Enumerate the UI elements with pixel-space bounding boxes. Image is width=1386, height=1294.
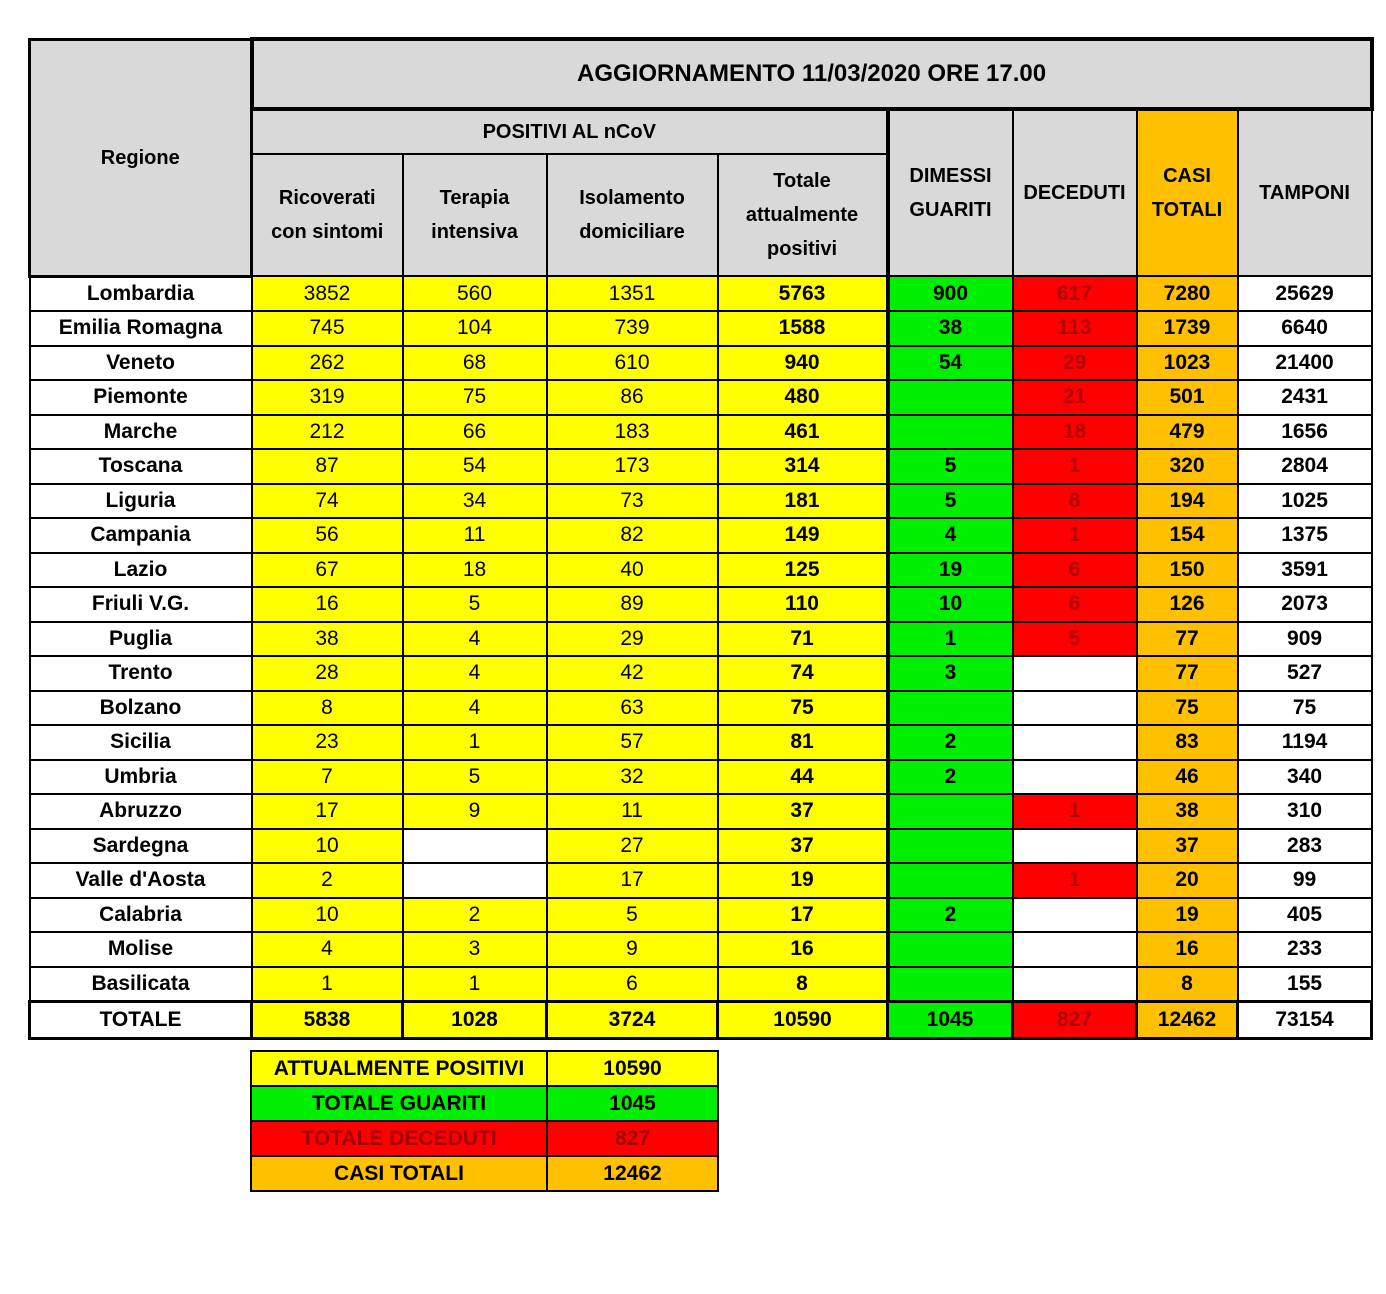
cell-tamponi: 909 (1238, 622, 1372, 657)
cell-casi-totali: 46 (1137, 760, 1238, 795)
cell-dimessi (888, 380, 1013, 415)
cell-casi-totali: 479 (1137, 415, 1238, 450)
cell-totale-positivi: 110 (718, 587, 888, 622)
summary-row (251, 1051, 718, 1086)
cell-dimessi (888, 829, 1013, 864)
cell-tamponi: 3591 (1238, 553, 1372, 588)
cell-casi-totali: 77 (1137, 656, 1238, 691)
cell-deceduti (1013, 760, 1137, 795)
table-row (30, 587, 1372, 622)
cell-deceduti (1013, 656, 1137, 691)
cell-deceduti (1013, 829, 1137, 864)
cell-tamponi: 1194 (1238, 725, 1372, 760)
cell-ricoverati: 4 (252, 932, 403, 967)
cell-regione: Calabria (30, 898, 252, 933)
cell-terapia (403, 829, 547, 864)
cell-deceduti (1013, 932, 1137, 967)
cell-isolamento: 9 (547, 932, 718, 967)
cell-deceduti (1013, 898, 1137, 933)
cell-dimessi: 4 (888, 518, 1013, 553)
cell-isolamento: 32 (547, 760, 718, 795)
table-title: AGGIORNAMENTO 11/03/2020 ORE 17.00 (252, 39, 1372, 109)
table-row (30, 725, 1372, 760)
cell-totale-positivi: 461 (718, 415, 888, 450)
cell-casi-totali: 1739 (1137, 311, 1238, 346)
cell-totale-positivi: 8 (718, 967, 888, 1002)
totals-row (30, 1002, 1372, 1039)
cell-regione: Marche (30, 415, 252, 450)
cell-terapia: 2 (403, 898, 547, 933)
table-row (30, 553, 1372, 588)
cell-totale-positivi: 314 (718, 449, 888, 484)
header-deceduti: DECEDUTI (1013, 109, 1137, 276)
cell-casi-totali: 150 (1137, 553, 1238, 588)
total-isolamento: 3724 (547, 1002, 718, 1039)
cell-ricoverati: 87 (252, 449, 403, 484)
cell-isolamento: 63 (547, 691, 718, 726)
cell-totale-positivi: 37 (718, 794, 888, 829)
cell-dimessi: 5 (888, 449, 1013, 484)
cell-isolamento: 29 (547, 622, 718, 657)
cell-dimessi (888, 932, 1013, 967)
header-positivi-group: POSITIVI AL nCoV (252, 109, 888, 154)
cell-totale-positivi: 71 (718, 622, 888, 657)
cell-totale-positivi: 125 (718, 553, 888, 588)
cell-casi-totali: 38 (1137, 794, 1238, 829)
cell-casi-totali: 19 (1137, 898, 1238, 933)
cell-isolamento: 82 (547, 518, 718, 553)
cell-totale-positivi: 480 (718, 380, 888, 415)
cell-totale-positivi: 149 (718, 518, 888, 553)
cell-totale-positivi: 17 (718, 898, 888, 933)
cell-deceduti: 617 (1013, 276, 1137, 311)
cell-deceduti (1013, 725, 1137, 760)
cell-tamponi: 2804 (1238, 449, 1372, 484)
cell-regione: Sardegna (30, 829, 252, 864)
table-row (30, 794, 1372, 829)
cell-ricoverati: 7 (252, 760, 403, 795)
total-positivi: 10590 (718, 1002, 888, 1039)
cell-ricoverati: 38 (252, 622, 403, 657)
cell-totale-positivi: 940 (718, 346, 888, 381)
cell-totale-positivi: 81 (718, 725, 888, 760)
cell-tamponi: 1656 (1238, 415, 1372, 450)
cell-tamponi: 283 (1238, 829, 1372, 864)
summary-label: TOTALE GUARITI (251, 1086, 547, 1121)
cell-regione: Toscana (30, 449, 252, 484)
summary-value: 827 (547, 1121, 718, 1156)
cell-ricoverati: 8 (252, 691, 403, 726)
summary-value: 12462 (547, 1156, 718, 1191)
cell-tamponi: 75 (1238, 691, 1372, 726)
cell-ricoverati: 745 (252, 311, 403, 346)
cell-casi-totali: 194 (1137, 484, 1238, 519)
cell-tamponi: 1025 (1238, 484, 1372, 519)
table-row (30, 346, 1372, 381)
cell-regione: Liguria (30, 484, 252, 519)
cell-ricoverati: 67 (252, 553, 403, 588)
cell-ricoverati: 3852 (252, 276, 403, 311)
cell-deceduti (1013, 691, 1137, 726)
cell-ricoverati: 10 (252, 898, 403, 933)
table-row (30, 863, 1372, 898)
cell-ricoverati: 28 (252, 656, 403, 691)
header-tamponi: TAMPONI (1238, 109, 1372, 276)
cell-isolamento: 6 (547, 967, 718, 1002)
table-row (30, 656, 1372, 691)
cell-ricoverati: 1 (252, 967, 403, 1002)
table-row (30, 415, 1372, 450)
table-row (30, 932, 1372, 967)
cell-regione: Molise (30, 932, 252, 967)
cell-ricoverati: 212 (252, 415, 403, 450)
cell-terapia: 9 (403, 794, 547, 829)
cell-isolamento: 739 (547, 311, 718, 346)
cell-dimessi: 2 (888, 898, 1013, 933)
cell-dimessi: 900 (888, 276, 1013, 311)
table-row (30, 449, 1372, 484)
cell-ricoverati: 16 (252, 587, 403, 622)
cell-casi-totali: 83 (1137, 725, 1238, 760)
cell-casi-totali: 320 (1137, 449, 1238, 484)
cell-isolamento: 73 (547, 484, 718, 519)
total-dimessi: 1045 (888, 1002, 1013, 1039)
table-row (30, 380, 1372, 415)
table-row (30, 622, 1372, 657)
total-deceduti: 827 (1013, 1002, 1137, 1039)
summary-label: ATTUALMENTE POSITIVI (251, 1051, 547, 1086)
cell-tamponi: 155 (1238, 967, 1372, 1002)
cell-deceduti: 1 (1013, 863, 1137, 898)
cell-terapia: 1 (403, 725, 547, 760)
cell-deceduti: 6 (1013, 553, 1137, 588)
header-ricoverati: Ricoverati con sintomi (252, 154, 403, 276)
cell-dimessi: 2 (888, 760, 1013, 795)
cell-terapia: 4 (403, 691, 547, 726)
cell-deceduti: 18 (1013, 415, 1137, 450)
cell-terapia: 104 (403, 311, 547, 346)
header-isolamento: Isolamento domiciliare (547, 154, 718, 276)
cell-totale-positivi: 74 (718, 656, 888, 691)
cell-casi-totali: 501 (1137, 380, 1238, 415)
cell-casi-totali: 20 (1137, 863, 1238, 898)
cell-terapia: 68 (403, 346, 547, 381)
cell-terapia: 75 (403, 380, 547, 415)
cell-deceduti: 6 (1013, 587, 1137, 622)
cell-isolamento: 5 (547, 898, 718, 933)
cell-totale-positivi: 19 (718, 863, 888, 898)
cell-casi-totali: 37 (1137, 829, 1238, 864)
cell-regione: Emilia Romagna (30, 311, 252, 346)
cell-deceduti: 29 (1013, 346, 1137, 381)
summary-row (251, 1156, 718, 1191)
cell-casi-totali: 126 (1137, 587, 1238, 622)
cell-terapia: 5 (403, 587, 547, 622)
cell-regione: Lombardia (30, 276, 252, 311)
cell-regione: Sicilia (30, 725, 252, 760)
table-row (30, 898, 1372, 933)
covid-regional-table (28, 37, 1374, 1040)
cell-dimessi: 38 (888, 311, 1013, 346)
summary-row (251, 1086, 718, 1121)
cell-terapia: 5 (403, 760, 547, 795)
total-casi: 12462 (1137, 1002, 1238, 1039)
cell-tamponi: 99 (1238, 863, 1372, 898)
cell-terapia: 560 (403, 276, 547, 311)
cell-dimessi (888, 415, 1013, 450)
cell-isolamento: 57 (547, 725, 718, 760)
header-dimessi: DIMESSI GUARITI (888, 109, 1013, 276)
header-totale-positivi: Totale attualmente positivi (718, 154, 888, 276)
cell-isolamento: 17 (547, 863, 718, 898)
cell-isolamento: 27 (547, 829, 718, 864)
header-regione: Regione (30, 39, 252, 276)
cell-ricoverati: 74 (252, 484, 403, 519)
cell-deceduti: 8 (1013, 484, 1137, 519)
cell-tamponi: 21400 (1238, 346, 1372, 381)
summary-value: 10590 (547, 1051, 718, 1086)
cell-totale-positivi: 75 (718, 691, 888, 726)
cell-isolamento: 173 (547, 449, 718, 484)
cell-tamponi: 2431 (1238, 380, 1372, 415)
cell-dimessi: 3 (888, 656, 1013, 691)
cell-regione: Lazio (30, 553, 252, 588)
cell-terapia (403, 863, 547, 898)
cell-tamponi: 233 (1238, 932, 1372, 967)
cell-terapia: 34 (403, 484, 547, 519)
cell-casi-totali: 16 (1137, 932, 1238, 967)
cell-tamponi: 310 (1238, 794, 1372, 829)
cell-terapia: 11 (403, 518, 547, 553)
cell-isolamento: 610 (547, 346, 718, 381)
cell-terapia: 4 (403, 656, 547, 691)
cell-regione: Valle d'Aosta (30, 863, 252, 898)
cell-dimessi: 54 (888, 346, 1013, 381)
cell-regione: Bolzano (30, 691, 252, 726)
cell-ricoverati: 56 (252, 518, 403, 553)
cell-tamponi: 527 (1238, 656, 1372, 691)
summary-value: 1045 (547, 1086, 718, 1121)
cell-terapia: 54 (403, 449, 547, 484)
cell-isolamento: 183 (547, 415, 718, 450)
cell-casi-totali: 77 (1137, 622, 1238, 657)
cell-regione: Puglia (30, 622, 252, 657)
table-row (30, 276, 1372, 311)
cell-casi-totali: 154 (1137, 518, 1238, 553)
summary-label: TOTALE DECEDUTI (251, 1121, 547, 1156)
cell-dimessi (888, 863, 1013, 898)
summary-table (250, 1050, 719, 1192)
cell-dimessi: 1 (888, 622, 1013, 657)
cell-casi-totali: 1023 (1137, 346, 1238, 381)
cell-terapia: 1 (403, 967, 547, 1002)
table-row (30, 691, 1372, 726)
cell-ricoverati: 2 (252, 863, 403, 898)
cell-totale-positivi: 44 (718, 760, 888, 795)
cell-totale-positivi: 5763 (718, 276, 888, 311)
cell-casi-totali: 8 (1137, 967, 1238, 1002)
cell-casi-totali: 75 (1137, 691, 1238, 726)
table-row (30, 518, 1372, 553)
cell-isolamento: 89 (547, 587, 718, 622)
cell-regione: Veneto (30, 346, 252, 381)
cell-tamponi: 6640 (1238, 311, 1372, 346)
cell-terapia: 3 (403, 932, 547, 967)
cell-ricoverati: 319 (252, 380, 403, 415)
cell-casi-totali: 7280 (1137, 276, 1238, 311)
cell-totale-positivi: 181 (718, 484, 888, 519)
cell-totale-positivi: 16 (718, 932, 888, 967)
cell-dimessi: 5 (888, 484, 1013, 519)
cell-ricoverati: 17 (252, 794, 403, 829)
cell-regione: Abruzzo (30, 794, 252, 829)
cell-regione: Trento (30, 656, 252, 691)
table-row (30, 967, 1372, 1002)
cell-terapia: 4 (403, 622, 547, 657)
cell-dimessi: 2 (888, 725, 1013, 760)
cell-regione: Campania (30, 518, 252, 553)
cell-terapia: 18 (403, 553, 547, 588)
cell-deceduti: 5 (1013, 622, 1137, 657)
cell-dimessi (888, 967, 1013, 1002)
table-row (30, 829, 1372, 864)
header-casi-totali: CASI TOTALI (1137, 109, 1238, 276)
cell-ricoverati: 23 (252, 725, 403, 760)
cell-dimessi (888, 794, 1013, 829)
cell-tamponi: 25629 (1238, 276, 1372, 311)
header-terapia: Terapia intensiva (403, 154, 547, 276)
table-row (30, 484, 1372, 519)
cell-tamponi: 405 (1238, 898, 1372, 933)
cell-deceduti: 1 (1013, 518, 1137, 553)
cell-totale-positivi: 1588 (718, 311, 888, 346)
table-row (30, 311, 1372, 346)
cell-isolamento: 11 (547, 794, 718, 829)
cell-isolamento: 86 (547, 380, 718, 415)
cell-deceduti: 21 (1013, 380, 1137, 415)
cell-deceduti: 1 (1013, 449, 1137, 484)
table-body (30, 276, 1372, 1039)
table-row (30, 760, 1372, 795)
cell-totale-positivi: 37 (718, 829, 888, 864)
cell-tamponi: 2073 (1238, 587, 1372, 622)
cell-regione: Piemonte (30, 380, 252, 415)
cell-deceduti: 113 (1013, 311, 1137, 346)
cell-deceduti: 1 (1013, 794, 1137, 829)
summary-label: CASI TOTALI (251, 1156, 547, 1191)
total-tamponi: 73154 (1238, 1002, 1372, 1039)
cell-dimessi: 10 (888, 587, 1013, 622)
cell-isolamento: 40 (547, 553, 718, 588)
cell-regione: Basilicata (30, 967, 252, 1002)
cell-regione: Umbria (30, 760, 252, 795)
cell-tamponi: 340 (1238, 760, 1372, 795)
cell-ricoverati: 10 (252, 829, 403, 864)
cell-deceduti (1013, 967, 1137, 1002)
summary-row (251, 1121, 718, 1156)
cell-isolamento: 1351 (547, 276, 718, 311)
cell-terapia: 66 (403, 415, 547, 450)
total-label: TOTALE (30, 1002, 252, 1039)
cell-dimessi: 19 (888, 553, 1013, 588)
cell-isolamento: 42 (547, 656, 718, 691)
cell-regione: Friuli V.G. (30, 587, 252, 622)
total-terapia: 1028 (403, 1002, 547, 1039)
cell-ricoverati: 262 (252, 346, 403, 381)
cell-dimessi (888, 691, 1013, 726)
total-ricoverati: 5838 (252, 1002, 403, 1039)
cell-tamponi: 1375 (1238, 518, 1372, 553)
